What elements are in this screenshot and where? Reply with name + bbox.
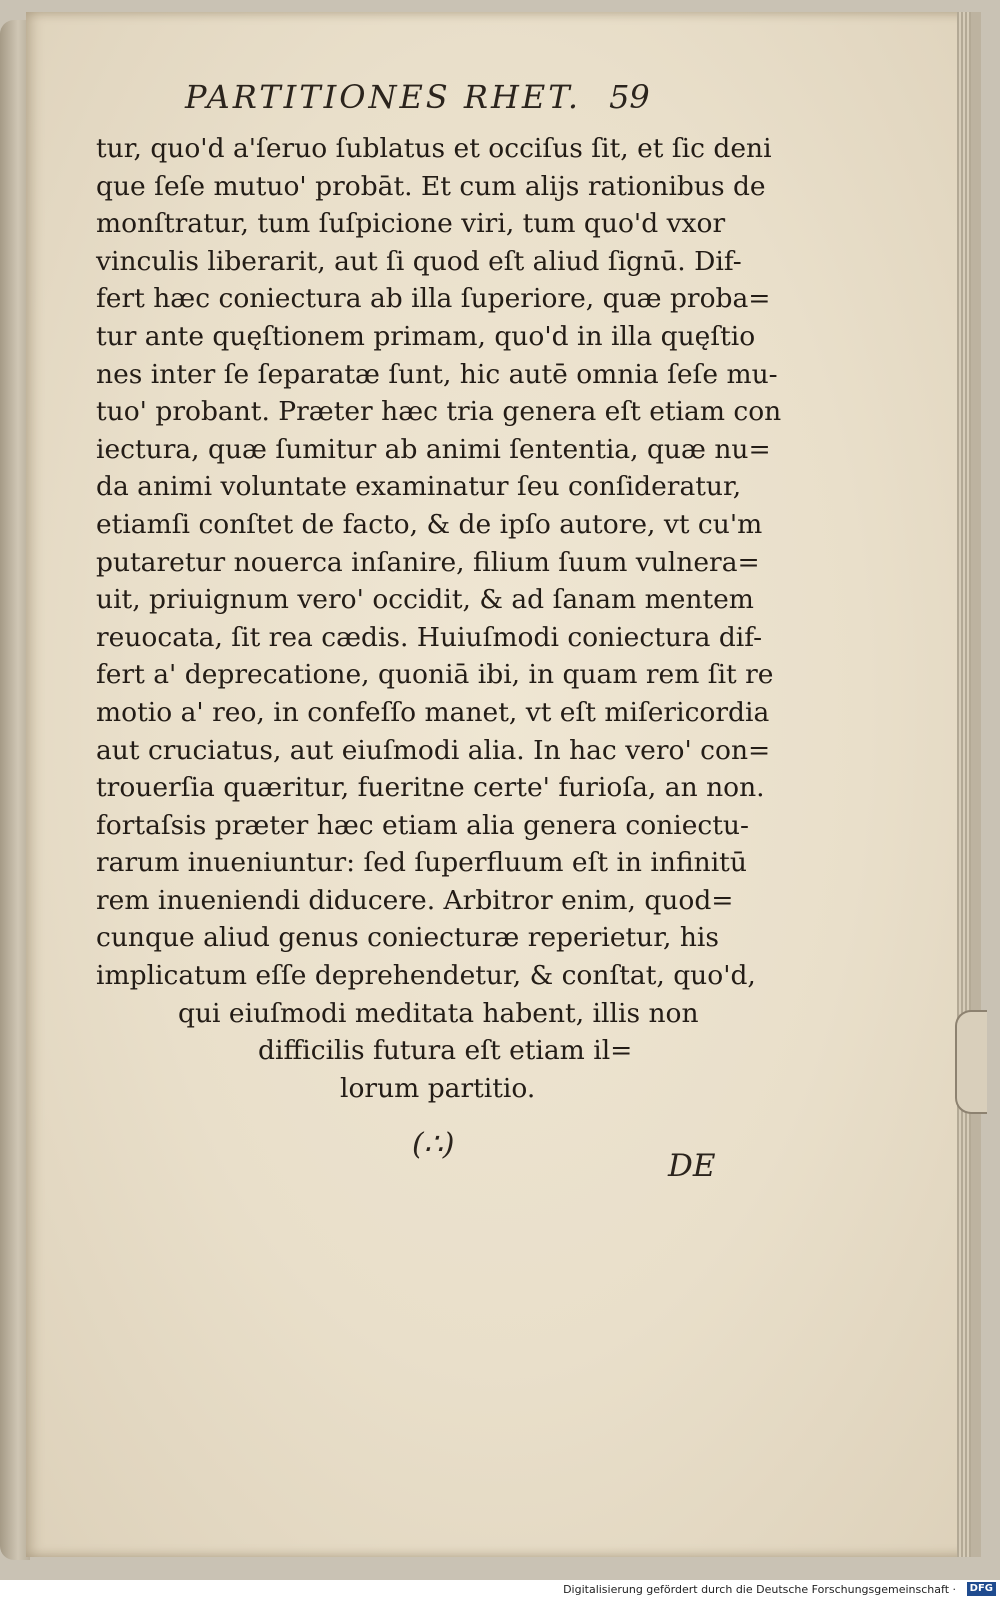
text-line: monſtratur, tum ſuſpicione viri, tum quo'd vxor [96, 208, 726, 240]
folio-number: 59 [609, 78, 650, 116]
running-head-title: PARTITIONES RHET. [185, 78, 582, 116]
text-line: uit, priuignum vero' occidit, & ad ſanam mentem [96, 584, 754, 616]
text-line: aut cruciatus, aut eiuſmodi alia. In hac vero' con= [96, 734, 771, 766]
text-line: rarum inueniuntur: ſed ſuperfluum eſt in infinitū [96, 847, 747, 879]
text-line: motio a' reo, in confeſſo manet, vt eſt miſericordia [96, 696, 770, 728]
text-line: cunque aliud genus coniecturæ reperietur, his [96, 922, 719, 954]
text-line: putaretur nouerca inſanire, filium ſuum vulnera= [96, 546, 760, 578]
text-line-tapered: difficilis futura eſt etiam il= [258, 1035, 633, 1067]
page-stack-edge [957, 12, 971, 1557]
text-line: fortaſsis præter hæc etiam alia genera coniectu- [96, 809, 749, 841]
text-line-tapered: lorum partitio. [340, 1072, 536, 1104]
text-line: iectura, quæ ſumitur ab animi ſententia, quæ nu= [96, 433, 771, 465]
text-line-tapered: qui eiuſmodi meditata habent, illis non [178, 997, 699, 1029]
section-end-ornament: (∴) [412, 1127, 455, 1162]
text-line: da animi voluntate examinatur ſeu conſideratur, [96, 471, 742, 503]
catchword: DE [668, 1148, 716, 1184]
text-line: nes inter ſe ſeparatæ ſunt, hic autē omnia ſeſe mu- [96, 358, 778, 390]
footer-credit: Digitalisierung gefördert durch die Deutsche Forschungsgemeinschaft · [563, 1583, 956, 1596]
text-line: etiamſi conſtet de facto, & de ipſo autore, vt cu'm [96, 508, 763, 540]
text-line: que ſeſe mutuo' probāt. Et cum alijs rationibus de [96, 170, 766, 202]
text-line: vinculis liberarit, aut ſi quod eſt aliud ſignū. Dif- [96, 245, 742, 277]
body-text [96, 130, 782, 1107]
running-head [185, 78, 745, 116]
text-line: rem inueniendi diducere. Arbitror enim, quod= [96, 884, 734, 916]
text-line: implicatum eſſe deprehendetur, & conſtat, quo'd, [96, 960, 756, 992]
text-line: tuo' probant. Præter hæc tria genera eſt etiam con [96, 396, 782, 428]
text-line: trouerſia quæritur, fueritne certe' furioſa, an non. [96, 772, 765, 804]
dfg-logo: DFG [967, 1582, 996, 1596]
text-line: reuocata, ſit rea cædis. Huiuſmodi coniectura dif- [96, 621, 763, 653]
text-line: tur, quo'd a'ſeruo ſublatus et occiſus ſit, et ſic deni [96, 133, 772, 164]
page-clasp [955, 1010, 987, 1114]
text-line: fert hæc coniectura ab illa ſuperiore, quæ proba= [96, 283, 771, 315]
text-line: tur ante quęſtionem primam, quo'd in illa quęſtio [96, 320, 756, 352]
text-line: fert a' deprecatione, quoniā ibi, in quam rem ſit re [96, 659, 774, 691]
